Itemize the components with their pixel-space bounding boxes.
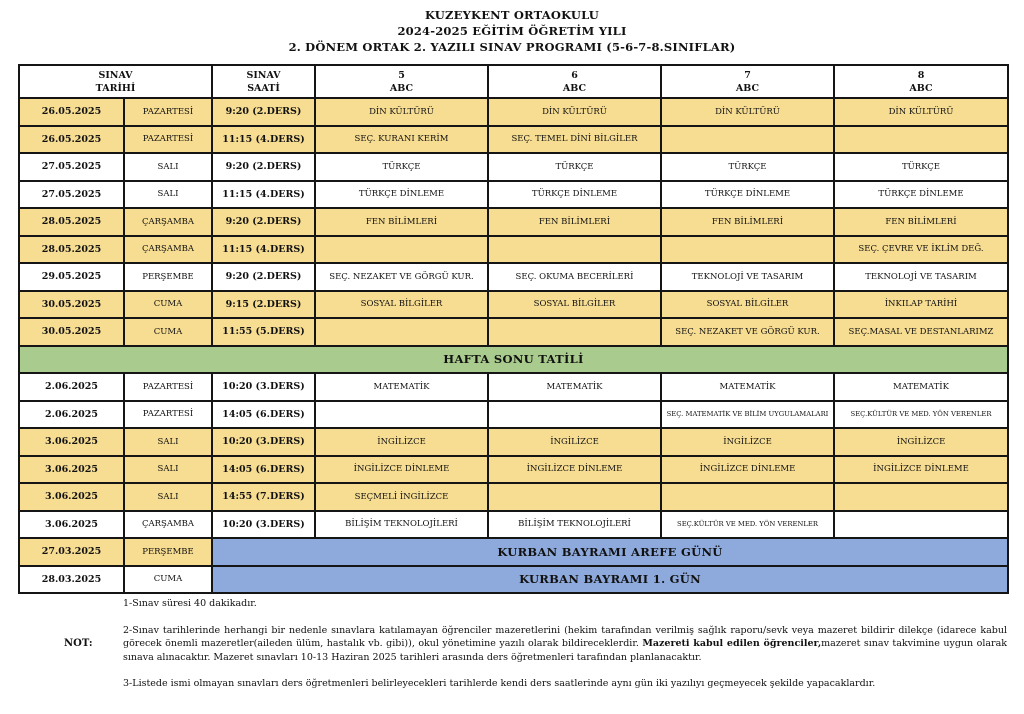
subject-cell: MATEMATİK (488, 373, 661, 401)
date-cell: 28.05.2025 (19, 236, 124, 264)
subject-cell: SEÇ.MASAL VE DESTANLARIMZ (834, 318, 1008, 346)
table-row (19, 291, 1008, 319)
subject-cell: BİLİŞİM TEKNOLOJİLERİ (488, 511, 661, 539)
time-cell: 14:05 (6.DERS) (212, 456, 315, 484)
subject-cell (315, 236, 488, 264)
table-row (19, 538, 1008, 566)
table-row (19, 483, 1008, 511)
holiday-banner: KURBAN BAYRAMI 1. GÜN (212, 566, 1008, 594)
date-cell: 30.05.2025 (19, 291, 124, 319)
time-cell: 9:15 (2.DERS) (212, 291, 315, 319)
subject-cell (488, 318, 661, 346)
date-cell: 27.03.2025 (19, 538, 124, 566)
subject-cell: TÜRKÇE DİNLEME (315, 181, 488, 209)
date-cell: 28.05.2025 (19, 208, 124, 236)
table-row (19, 373, 1008, 401)
table-row (19, 428, 1008, 456)
note-3: 3-Listede ismi olmayan sınavları ders öğretmenleri belirleyecekleri tarihlerde kendi ders saatlerinde aynı gün iki yazılıyı geçmeyecek şekilde yapacaklardır. (123, 678, 876, 689)
note-2-bold: Mazereti kabul edilen öğrenciler, (642, 638, 822, 649)
time-cell: 14:55 (7.DERS) (212, 483, 315, 511)
day-cell: PAZARTESİ (124, 373, 212, 401)
day-cell: ÇARŞAMBA (124, 208, 212, 236)
subject-cell: SEÇ.KÜLTÜR VE MED. YÖN VERENLER (834, 401, 1008, 429)
time-cell: 9:20 (2.DERS) (212, 263, 315, 291)
header-grade-8: 8 ABC (834, 65, 1008, 98)
subject-cell (315, 318, 488, 346)
subject-cell: FEN BİLİMLERİ (661, 208, 834, 236)
table-row (19, 318, 1008, 346)
time-cell: 11:15 (4.DERS) (212, 236, 315, 264)
time-cell: 9:20 (2.DERS) (212, 208, 315, 236)
notes-block (123, 597, 1007, 704)
subject-cell: DİN KÜLTÜRÜ (834, 98, 1008, 126)
subject-cell (488, 401, 661, 429)
notes-label: NOT: (64, 638, 93, 649)
subject-cell: TÜRKÇE (661, 153, 834, 181)
subject-cell: DİN KÜLTÜRÜ (661, 98, 834, 126)
header-row (19, 65, 1008, 98)
day-cell: PERŞEMBE (124, 538, 212, 566)
date-cell: 2.06.2025 (19, 401, 124, 429)
day-cell: SALI (124, 483, 212, 511)
subject-cell (661, 483, 834, 511)
subject-cell: SEÇ. ÇEVRE VE İKLİM DEĞ. (834, 236, 1008, 264)
day-cell: CUMA (124, 291, 212, 319)
date-cell: 3.06.2025 (19, 428, 124, 456)
day-cell: SALI (124, 181, 212, 209)
subject-cell: SEÇ.KÜLTÜR VE MED. YÖN VERENLER (661, 511, 834, 539)
subject-cell: MATEMATİK (315, 373, 488, 401)
holiday-banner: KURBAN BAYRAMI AREFE GÜNÜ (212, 538, 1008, 566)
subject-cell: MATEMATİK (661, 373, 834, 401)
subject-cell: SEÇ. KURANI KERİM (315, 126, 488, 154)
note-1: 1-Sınav süresi 40 dakikadır. (123, 598, 257, 609)
day-cell: PAZARTESİ (124, 98, 212, 126)
program-title: 2. DÖNEM ORTAK 2. YAZILI SINAV PROGRAMI (5-6-7-8.SINIFLAR) (288, 40, 736, 54)
header-grade-6: 6 ABC (488, 65, 661, 98)
table-row (19, 346, 1008, 374)
date-cell: 27.05.2025 (19, 153, 124, 181)
day-cell: SALI (124, 428, 212, 456)
time-cell: 11:55 (5.DERS) (212, 318, 315, 346)
day-cell: SALI (124, 153, 212, 181)
subject-cell: FEN BİLİMLERİ (315, 208, 488, 236)
date-cell: 3.06.2025 (19, 511, 124, 539)
time-cell: 10:20 (3.DERS) (212, 373, 315, 401)
time-cell: 9:20 (2.DERS) (212, 98, 315, 126)
subject-cell: SEÇ. NEZAKET VE GÖRGÜ KUR. (315, 263, 488, 291)
weekend-holiday-banner: HAFTA SONU TATİLİ (19, 346, 1008, 374)
subject-cell (834, 483, 1008, 511)
table-row (19, 181, 1008, 209)
subject-cell (661, 236, 834, 264)
time-cell: 10:20 (3.DERS) (212, 428, 315, 456)
table-row (19, 456, 1008, 484)
subject-cell: TÜRKÇE (834, 153, 1008, 181)
subject-cell: TEKNOLOJİ VE TASARIM (834, 263, 1008, 291)
subject-cell: SEÇ. NEZAKET VE GÖRGÜ KUR. (661, 318, 834, 346)
school-name: KUZEYKENT ORTAOKULU (425, 8, 599, 22)
subject-cell: İNGİLİZCE (315, 428, 488, 456)
time-cell: 10:20 (3.DERS) (212, 511, 315, 539)
schedule-body (19, 98, 1008, 593)
day-cell: ÇARŞAMBA (124, 511, 212, 539)
day-cell: PAZARTESİ (124, 126, 212, 154)
date-cell: 29.05.2025 (19, 263, 124, 291)
subject-cell: İNGİLİZCE DİNLEME (661, 456, 834, 484)
date-cell: 26.05.2025 (19, 98, 124, 126)
subject-cell: İNGİLİZCE DİNLEME (834, 456, 1008, 484)
day-cell: SALI (124, 456, 212, 484)
header-grade-5: 5 ABC (315, 65, 488, 98)
table-row (19, 236, 1008, 264)
date-cell: 26.05.2025 (19, 126, 124, 154)
time-cell: 14:05 (6.DERS) (212, 401, 315, 429)
header-exam-time: SINAV SAATİ (212, 65, 315, 98)
day-cell: CUMA (124, 318, 212, 346)
note-2: 2-Sınav tarihlerinde herhangi bir nedenle sınavlara katılamayan öğrenciler mazeretlerini (hekim tarafından verilmiş sağlık raporu/sevk veya mazeret bildirir dilekçe (idarece kabul görecek önemli mazeretler(aileden ülüm, hastalık vb. gibi)), okul yönetimine yazılı olarak bildireceklerdir. Mazereti kabul edilen öğrenciler,mazeret sınav takvimine uygun olarak sınava alınacaktır. Mazeret sınavları 10-13 Haziran 2025 tarihleri arasında ders öğretmenleri tarafından planlanacaktır. (123, 624, 1008, 663)
date-cell: 28.03.2025 (19, 566, 124, 594)
day-cell: PERŞEMBE (124, 263, 212, 291)
subject-cell: MATEMATİK (834, 373, 1008, 401)
table-row (19, 153, 1008, 181)
subject-cell: FEN BİLİMLERİ (834, 208, 1008, 236)
header-exam-date: SINAV TARİHİ (19, 65, 212, 98)
subject-cell: İNKILAP TARİHİ (834, 291, 1008, 319)
subject-cell: SEÇ. MATEMATİK VE BİLİM UYGULAMALARI (661, 401, 834, 429)
subject-cell: İNGİLİZCE (834, 428, 1008, 456)
time-cell: 11:15 (4.DERS) (212, 181, 315, 209)
date-cell: 2.06.2025 (19, 373, 124, 401)
subject-cell (488, 236, 661, 264)
date-cell: 27.05.2025 (19, 181, 124, 209)
table-row (19, 263, 1008, 291)
subject-cell: FEN BİLİMLERİ (488, 208, 661, 236)
subject-cell: SEÇ. TEMEL DİNİ BİLGİLER (488, 126, 661, 154)
time-cell: 9:20 (2.DERS) (212, 153, 315, 181)
date-cell: 3.06.2025 (19, 483, 124, 511)
document-title (0, 7, 1024, 55)
table-row (19, 208, 1008, 236)
subject-cell: TEKNOLOJİ VE TASARIM (661, 263, 834, 291)
header-grade-7: 7 ABC (661, 65, 834, 98)
subject-cell: İNGİLİZCE (488, 428, 661, 456)
date-cell: 30.05.2025 (19, 318, 124, 346)
time-cell: 11:15 (4.DERS) (212, 126, 315, 154)
day-cell: PAZARTESİ (124, 401, 212, 429)
subject-cell (315, 401, 488, 429)
subject-cell: TÜRKÇE DİNLEME (661, 181, 834, 209)
exam-schedule-table (18, 64, 1009, 594)
subject-cell (488, 483, 661, 511)
date-cell: 3.06.2025 (19, 456, 124, 484)
subject-cell (834, 511, 1008, 539)
subject-cell: SEÇMELİ İNGİLİZCE (315, 483, 488, 511)
table-row (19, 126, 1008, 154)
table-row (19, 401, 1008, 429)
subject-cell: İNGİLİZCE DİNLEME (488, 456, 661, 484)
day-cell: ÇARŞAMBA (124, 236, 212, 264)
subject-cell: BİLİŞİM TEKNOLOJİLERİ (315, 511, 488, 539)
subject-cell: SOSYAL BİLGİLER (315, 291, 488, 319)
day-cell: CUMA (124, 566, 212, 594)
subject-cell (834, 126, 1008, 154)
subject-cell: SEÇ. OKUMA BECERİLERİ (488, 263, 661, 291)
subject-cell: DİN KÜLTÜRÜ (315, 98, 488, 126)
subject-cell: SOSYAL BİLGİLER (488, 291, 661, 319)
subject-cell: İNGİLİZCE (661, 428, 834, 456)
subject-cell: TÜRKÇE DİNLEME (488, 181, 661, 209)
table-row (19, 511, 1008, 539)
subject-cell: TÜRKÇE (315, 153, 488, 181)
table-row (19, 566, 1008, 594)
subject-cell: DİN KÜLTÜRÜ (488, 98, 661, 126)
subject-cell: İNGİLİZCE DİNLEME (315, 456, 488, 484)
table-row (19, 98, 1008, 126)
subject-cell: TÜRKÇE (488, 153, 661, 181)
subject-cell: SOSYAL BİLGİLER (661, 291, 834, 319)
subject-cell (661, 126, 834, 154)
subject-cell: TÜRKÇE DİNLEME (834, 181, 1008, 209)
school-year: 2024-2025 EĞİTİM ÖĞRETİM YILI (397, 24, 627, 38)
